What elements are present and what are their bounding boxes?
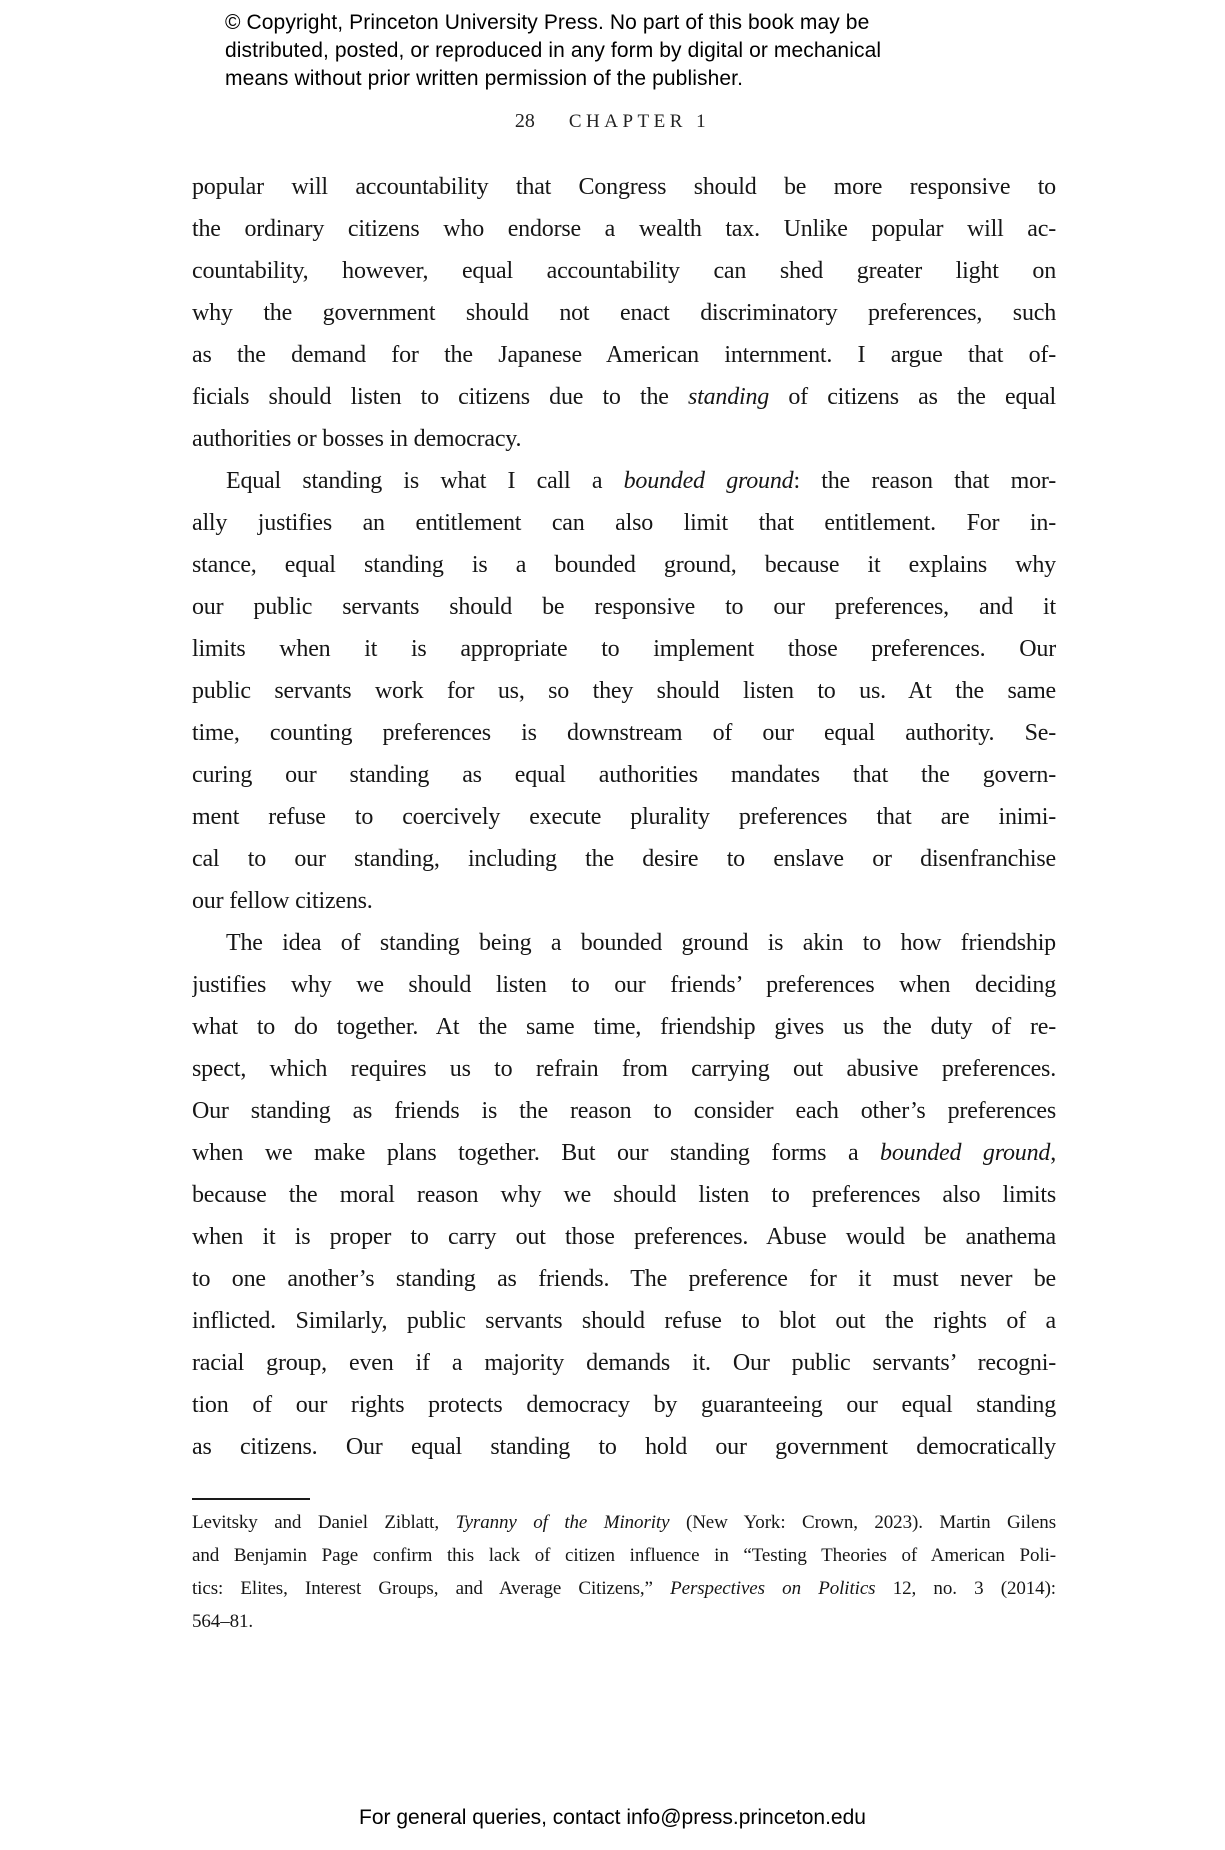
text-segment: when we make plans together. But our standing forms a [192, 1140, 881, 1166]
text-segment: as the demand for the Japanese American internment. I argue that of- [192, 342, 1056, 368]
text-segment: (New York: Crown, 2023). Martin Gilens [669, 1512, 1056, 1533]
footnote [192, 1506, 1056, 1638]
text-segment: cal to our standing, including the desire to enslave or disenfranchise [192, 846, 1056, 872]
text-line [192, 1605, 1056, 1638]
running-header [0, 110, 1225, 133]
text-segment: as citizens. Our equal standing to hold our government democratically [192, 1434, 1056, 1460]
text-segment: The idea of standing being a bounded ground is akin to how friendship [226, 930, 1056, 956]
text-line [192, 1258, 1056, 1300]
text-segment: Our standing as friends is the reason to consider each other’s preferences [192, 1098, 1056, 1124]
text-line [192, 544, 1056, 586]
text-segment: tion of our rights protects democracy by guaranteeing our equal standing [192, 1392, 1056, 1418]
text-segment: when it is proper to carry out those preferences. Abuse would be anathema [192, 1224, 1056, 1250]
text-segment: : the reason that mor- [793, 468, 1056, 494]
footer-contact [0, 1806, 1225, 1830]
paragraph [192, 922, 1056, 1468]
italic-text: bounded ground [880, 1140, 1051, 1166]
copyright-notice [225, 9, 881, 93]
body-text [192, 166, 1056, 1468]
text-segment: Levitsky and Daniel Ziblatt, [192, 1512, 456, 1533]
text-segment: of citizens as the equal [769, 384, 1056, 410]
paragraph [192, 166, 1056, 460]
text-line [192, 418, 1056, 460]
italic-text: bounded ground [623, 468, 794, 494]
text-line [192, 922, 1056, 964]
text-segment: Equal standing is what I call a [226, 468, 624, 494]
text-segment: our public servants should be responsive to our preferences, and it [192, 594, 1056, 620]
text-line [192, 166, 1056, 208]
text-line [192, 838, 1056, 880]
text-line [192, 208, 1056, 250]
text-segment: ficials should listen to citizens due to the [192, 384, 688, 410]
text-segment: to one another’s standing as friends. The preference for it must never be [192, 1266, 1056, 1292]
text-segment: limits when it is appropriate to implement those preferences. Our [192, 636, 1056, 662]
text-line [192, 712, 1056, 754]
text-segment: and Benjamin Page confirm this lack of citizen influence in “Testing Theories of American Poli- [192, 1545, 1056, 1566]
text-segment: authorities or bosses in democracy. [192, 426, 522, 452]
text-segment: , [1050, 1140, 1056, 1166]
text-segment: the ordinary citizens who endorse a wealth tax. Unlike popular will ac- [192, 216, 1056, 242]
text-line [192, 796, 1056, 838]
footnote-rule [192, 1498, 310, 1500]
text-line [192, 1300, 1056, 1342]
text-line [192, 1572, 1056, 1605]
footer-text: For general queries, contact info@press.princeton.edu [359, 1806, 866, 1829]
text-line [192, 1539, 1056, 1572]
text-line [192, 1426, 1056, 1468]
text-line [192, 502, 1056, 544]
text-line [192, 880, 1056, 922]
text-segment: countability, however, equal accountability can shed greater light on [192, 258, 1056, 284]
chapter-label: CHAPTER 1 [568, 111, 711, 132]
italic-text: Tyranny of the Minority [455, 1512, 670, 1533]
text-segment: tics: Elites, Interest Groups, and Average Citizens,” [192, 1578, 671, 1599]
italic-text: standing [688, 384, 770, 410]
copyright-line: means without prior written permission of the publisher. [225, 67, 744, 90]
text-segment: justifies why we should listen to our friends’ preferences when deciding [192, 972, 1056, 998]
text-segment: public servants work for us, so they should listen to us. At the same [192, 678, 1056, 704]
text-line [192, 1506, 1056, 1539]
text-line [192, 1342, 1056, 1384]
text-line [192, 1006, 1056, 1048]
text-line [192, 334, 1056, 376]
text-line [192, 1090, 1056, 1132]
text-segment: inflicted. Similarly, public servants should refuse to blot out the rights of a [192, 1308, 1056, 1334]
copyright-line: © Copyright, Princeton University Press. No part of this book may be [225, 11, 870, 34]
text-line [192, 1384, 1056, 1426]
italic-text: Perspectives on Politics [670, 1578, 876, 1599]
text-segment: popular will accountability that Congress should be more responsive to [192, 174, 1056, 200]
text-line [192, 292, 1056, 334]
text-line [192, 250, 1056, 292]
text-line [192, 1174, 1056, 1216]
text-segment: 12, no. 3 (2014): [875, 1578, 1056, 1599]
copyright-line: distributed, posted, or reproduced in any form by digital or mechanical [225, 39, 882, 62]
text-segment: ment refuse to coercively execute plurality preferences that are inimi- [192, 804, 1056, 830]
text-segment: ally justifies an entitlement can also limit that entitlement. For in- [192, 510, 1056, 536]
text-segment: spect, which requires us to refrain from carrying out abusive preferences. [192, 1056, 1056, 1082]
page-number: 28 [514, 110, 535, 132]
text-segment: because the moral reason why we should listen to preferences also limits [192, 1182, 1056, 1208]
text-segment: stance, equal standing is a bounded ground, because it explains why [192, 552, 1056, 578]
text-line [192, 460, 1056, 502]
text-segment: why the government should not enact discriminatory preferences, such [192, 300, 1056, 326]
paragraph [192, 1506, 1056, 1638]
text-line [192, 628, 1056, 670]
text-segment: 564–81. [192, 1611, 254, 1632]
text-line [192, 670, 1056, 712]
text-line [192, 376, 1056, 418]
text-segment: time, counting preferences is downstream of our equal authority. Se- [192, 720, 1056, 746]
text-segment: our fellow citizens. [192, 888, 373, 914]
text-line [192, 1048, 1056, 1090]
text-segment: curing our standing as equal authorities mandates that the govern- [192, 762, 1056, 788]
text-segment: what to do together. At the same time, friendship gives us the duty of re- [192, 1014, 1056, 1040]
text-segment: racial group, even if a majority demands it. Our public servants’ recogni- [192, 1350, 1056, 1376]
text-line [192, 1216, 1056, 1258]
paragraph [192, 460, 1056, 922]
text-line [192, 964, 1056, 1006]
text-line [192, 1132, 1056, 1174]
text-line [192, 586, 1056, 628]
text-line [192, 754, 1056, 796]
